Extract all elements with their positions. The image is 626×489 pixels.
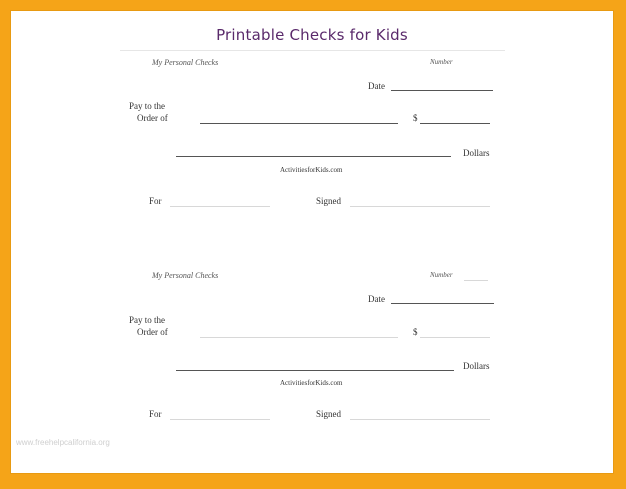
date-line[interactable] [391,90,493,91]
page-title: Printable Checks for Kids [216,26,408,44]
number-label: Number [430,271,453,279]
pay-to-label: Pay to the [129,101,165,111]
signed-label: Signed [316,196,342,206]
for-label: For [149,409,162,419]
payee-line[interactable] [200,337,398,338]
dollar-sign: $ [413,327,418,337]
site-label: ActivitiesforKids.com [280,166,343,174]
for-line[interactable] [170,419,270,420]
order-of-label: Order of [137,113,168,123]
date-label: Date [368,294,385,304]
order-of-label: Order of [137,327,168,337]
date-label: Date [368,81,385,91]
dollars-label: Dollars [463,361,490,371]
check-header: My Personal Checks [152,271,219,280]
amount-words-line[interactable] [176,156,451,157]
site-label: ActivitiesforKids.com [280,379,343,387]
number-line[interactable] [464,280,488,281]
dollars-label: Dollars [463,148,490,158]
title-divider [120,50,505,51]
signature-line[interactable] [350,419,490,420]
watermark: www.freehelpcalifornia.org [16,438,110,447]
check-header: My Personal Checks [152,58,219,67]
check-sheet [10,10,614,474]
for-line[interactable] [170,206,270,207]
pay-to-label: Pay to the [129,315,165,325]
dollar-sign: $ [413,113,418,123]
number-label: Number [430,58,453,66]
payee-line[interactable] [200,123,398,124]
date-line[interactable] [391,303,494,304]
amount-line[interactable] [420,337,490,338]
signed-label: Signed [316,409,342,419]
amount-line[interactable] [420,123,490,124]
amount-words-line[interactable] [176,370,454,371]
signature-line[interactable] [350,206,490,207]
for-label: For [149,196,162,206]
